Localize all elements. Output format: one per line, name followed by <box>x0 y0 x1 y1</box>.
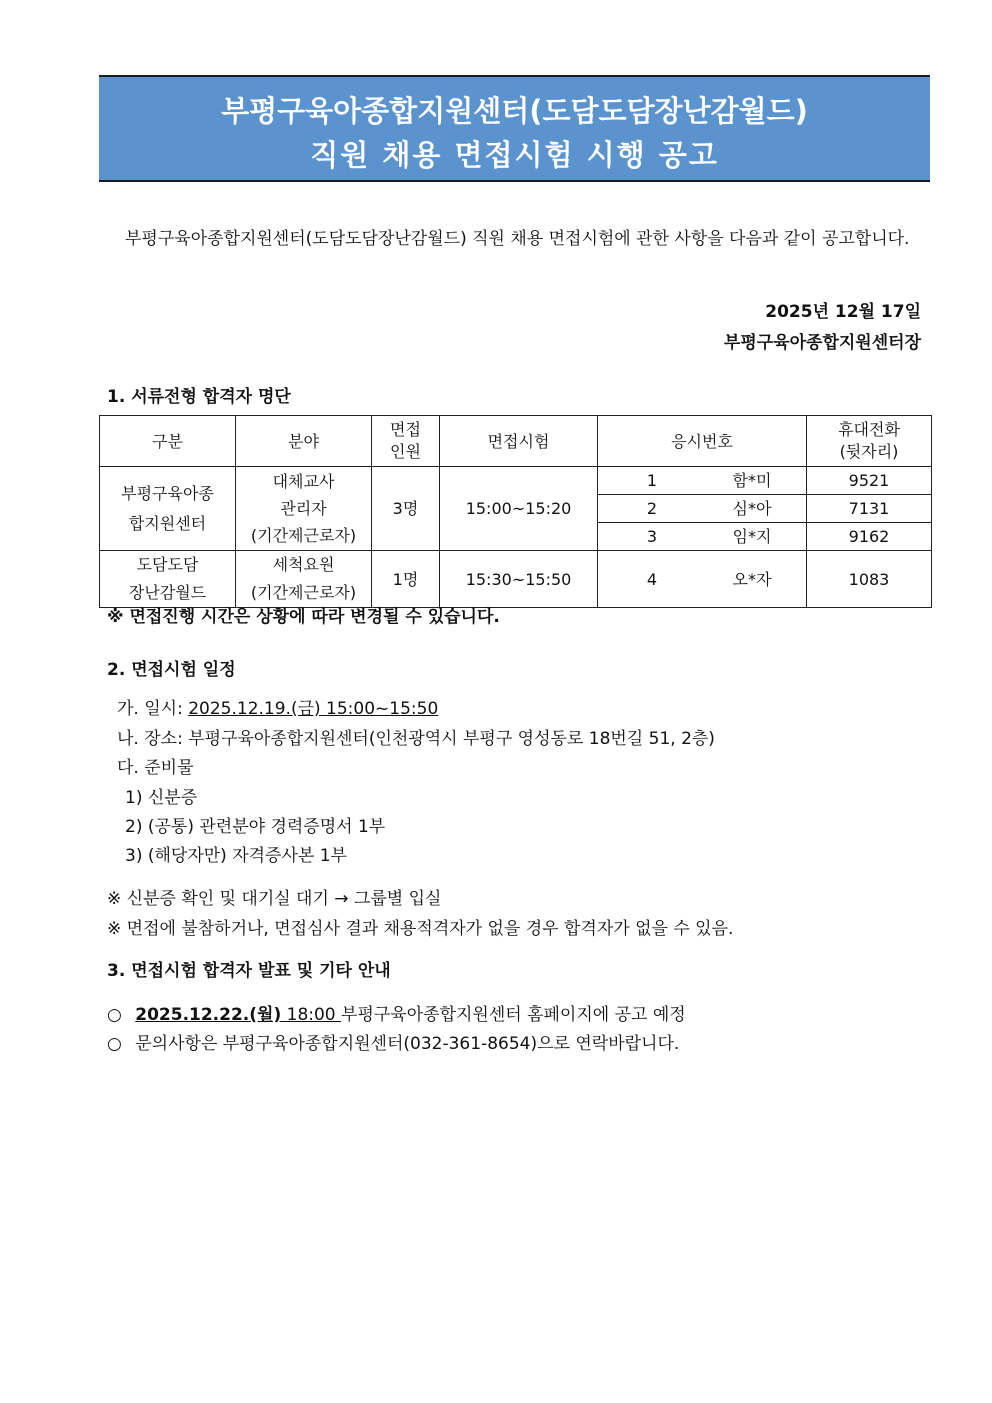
section-2-note-1: ※ 신분증 확인 및 대기실 대기 → 그룹별 입실 <box>107 889 442 909</box>
intro-text: 부평구육아종합지원센터(도담도담장난감월드) 직원 채용 면접시험에 관한 사항을 다음과 같이 공고합니다. <box>125 229 910 249</box>
section-2-heading: 2. 면접시험 일정 <box>107 660 236 680</box>
inquiry-text: 문의사항은 부평구육아종합지원센터(032-361-8654)으로 연락바랍니다. <box>135 1034 680 1054</box>
announcement-bullet <box>107 1000 686 1025</box>
schedule-change-note: ※ 면접진행 시간은 상황에 따라 변경될 수 있습니다. <box>107 607 500 627</box>
applicant-cell: 3 임*지 <box>598 523 807 551</box>
phone-cell: 9162 <box>807 523 932 551</box>
inquiry-bullet <box>107 1029 679 1054</box>
announcement-text: 부평구육아종합지원센터 홈페이지에 공고 예정 <box>341 1005 686 1025</box>
prep-item: 2) (공통) 관련분야 경력증명서 1부 <box>125 817 386 837</box>
schedule-prep-label: 다. 준비물 <box>117 758 194 778</box>
notice-issuer: 부평구육아종합지원센터장 <box>723 333 921 353</box>
bullet-icon: ○ <box>107 1034 122 1054</box>
phone-cell: 7131 <box>807 495 932 523</box>
group2-time: 15:30~15:50 <box>440 551 598 608</box>
table-row <box>100 467 932 495</box>
group1-time: 15:00~15:20 <box>440 467 598 551</box>
table-row <box>100 551 932 608</box>
phone-cell: 1083 <box>807 551 932 608</box>
applicant-table <box>99 415 932 608</box>
title-line-2: 직원 채용 면접시험 시행 공고 <box>310 138 719 172</box>
group2-field: 세척요원 (기간제근로자) <box>236 551 372 608</box>
applicant-cell: 1 함*미 <box>598 467 807 495</box>
header-field: 분야 <box>236 416 372 467</box>
schedule-datetime: 가. 일시: 2025.12.19.(금) 15:00~15:50 <box>117 699 439 719</box>
header-phone: 휴대전화 (뒷자리) <box>807 416 932 467</box>
group1-field: 대체교사 관리자 (기간제근로자) <box>236 467 372 551</box>
table-header-row <box>100 416 932 467</box>
datetime-value: 2025.12.19.(금) 15:00~15:50 <box>188 699 439 719</box>
announcement-time: 18:00 <box>281 1005 342 1025</box>
group2-count: 1명 <box>372 551 440 608</box>
section-2-note-2: ※ 면접에 불참하거나, 면접심사 결과 채용적격자가 없을 경우 합격자가 없을 수 있음. <box>107 919 734 939</box>
header-division: 구분 <box>100 416 236 467</box>
applicant-cell: 2 심*아 <box>598 495 807 523</box>
bullet-icon: ○ <box>107 1005 122 1025</box>
schedule-place: 나. 장소: 부평구육아종합지원센터(인천광역시 부평구 영성동로 18번길 51, 2층) <box>117 729 715 749</box>
title-banner <box>99 75 930 182</box>
phone-cell: 9521 <box>807 467 932 495</box>
prep-item: 1) 신분증 <box>125 788 198 808</box>
prep-item: 3) (해당자만) 자격증사본 1부 <box>125 846 347 866</box>
announcement-date: 2025.12.22.(월) <box>135 1005 282 1025</box>
section-3-heading: 3. 면접시험 합격자 발표 및 기타 안내 <box>107 961 391 981</box>
header-count: 면접 인원 <box>372 416 440 467</box>
section-1-heading: 1. 서류전형 합격자 명단 <box>107 387 291 407</box>
intro-paragraph <box>107 225 922 254</box>
group2-division: 도담도담 장난감월드 <box>100 551 236 608</box>
notice-date: 2025년 12월 17일 <box>765 302 921 322</box>
header-time: 면접시험 <box>440 416 598 467</box>
header-applicant: 응시번호 <box>598 416 807 467</box>
group1-count: 3명 <box>372 467 440 551</box>
title-line-1: 부평구육아종합지원센터(도담도담장난감월드) <box>221 94 808 128</box>
group1-division: 부평구육아종 합지원센터 <box>100 467 236 551</box>
applicant-cell: 4 오*자 <box>598 551 807 608</box>
